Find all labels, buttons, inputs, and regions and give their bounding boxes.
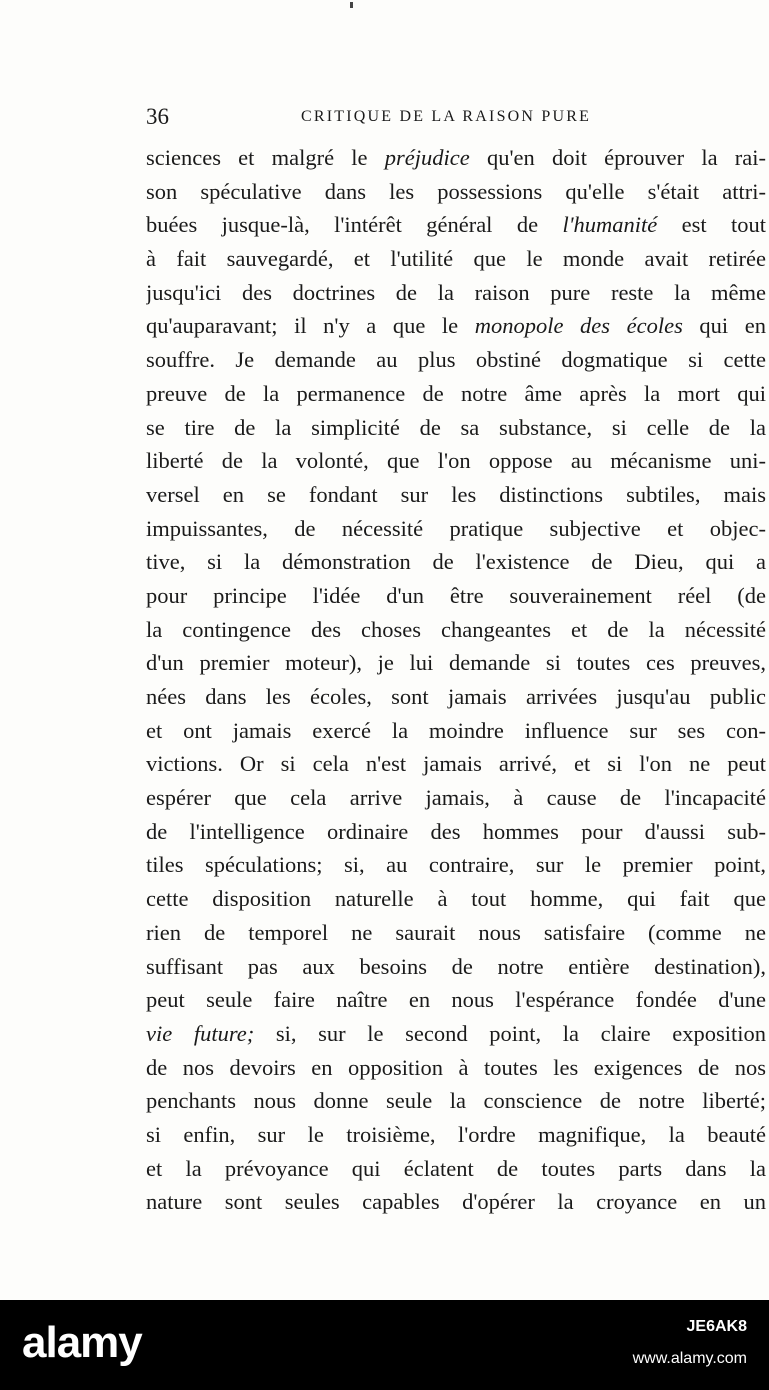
text-line [146, 545, 766, 579]
text-line [146, 175, 766, 209]
text-segment: est tout [657, 212, 766, 238]
text-line [146, 613, 766, 647]
text-line [146, 1185, 766, 1219]
text-segment: victions. Or si cela n'est jamais arrivé, et si l'on ne peut [146, 751, 766, 777]
text-line [146, 815, 766, 849]
text-line [146, 276, 766, 310]
italic-segment: l'humanité [562, 212, 658, 238]
text-segment: qu'en doit éprouver la rai- [469, 145, 766, 170]
text-segment: si enfin, sur le troisième, l'ordre magnifique, la beauté [146, 1121, 766, 1147]
page-header [146, 104, 766, 134]
text-segment: son spéculative dans les possessions qu'elle s'était attri- [146, 178, 766, 204]
text-segment: nées dans les écoles, sont jamais arrivées jusqu'au public [146, 684, 766, 709]
body-text [146, 141, 766, 1219]
site-url: www.alamy.com [632, 1350, 747, 1367]
text-line [146, 1051, 766, 1085]
text-line [146, 141, 766, 175]
text-segment: qu'auparavant; il n'y a que le [146, 313, 475, 339]
text-segment: peut seule faire naître en nous l'espérance fondée d'une [146, 987, 766, 1013]
text-segment: preuve de la permanence de notre âme après la mort qui [146, 380, 766, 406]
text-line [146, 680, 766, 714]
running-title: CRITIQUE DE LA RAISON PURE [301, 108, 592, 125]
text-line [146, 714, 766, 748]
text-line [146, 916, 766, 950]
text-line [146, 411, 766, 445]
text-line [146, 478, 766, 512]
text-line [146, 882, 766, 916]
text-segment: penchants nous donne seule la conscience de notre liberté; [146, 1088, 766, 1114]
text-segment: tiles spéculations; si, au contraire, sur le premier point, [146, 852, 766, 878]
text-line [146, 343, 766, 377]
text-segment: impuissantes, de nécessité pratique subjective et objec- [146, 515, 766, 541]
text-segment: pour principe l'idée d'un être souverainement réel (de [146, 582, 766, 608]
text-segment: la contingence des choses changeantes et de la nécessité [146, 616, 766, 642]
page-number: 36 [146, 104, 169, 129]
text-segment: et ont jamais exercé la moindre influence sur ses con- [146, 717, 766, 743]
text-segment: jusqu'ici des doctrines de la raison pure reste la même [146, 279, 766, 305]
text-segment: de nos devoirs en opposition à toutes les exigences de nos [146, 1054, 766, 1080]
text-line [146, 747, 766, 781]
image-id: JE6AK8 [686, 1318, 747, 1335]
text-segment: si, sur le second point, la claire exposition [254, 1020, 766, 1046]
text-line [146, 377, 766, 411]
italic-segment: préjudice [384, 145, 470, 170]
text-segment: de l'intelligence ordinaire des hommes pour d'aussi sub- [146, 818, 766, 844]
text-line [146, 579, 766, 613]
text-line [146, 1017, 766, 1051]
text-line [146, 848, 766, 882]
text-segment: à fait sauvegardé, et l'utilité que le monde avait retirée [146, 246, 766, 272]
text-segment: cette disposition naturelle à tout homme, qui fait que [146, 886, 766, 912]
text-segment: buées jusque-là, l'intérêt général de [146, 212, 563, 238]
text-segment: liberté de la volonté, que l'on oppose au mécanisme uni- [146, 448, 766, 474]
ink-speck [350, 2, 353, 8]
text-line [146, 242, 766, 276]
text-line [146, 444, 766, 478]
stock-watermark-bar [0, 1300, 769, 1390]
italic-segment: monopole des écoles [474, 313, 683, 339]
italic-segment: vie future; [146, 1020, 255, 1046]
text-segment: tive, si la démonstration de l'existence de Dieu, qui a [146, 549, 766, 575]
text-line [146, 781, 766, 815]
text-line [146, 950, 766, 984]
text-segment: nature sont seules capables d'opérer la croyance en un [146, 1189, 766, 1215]
text-segment: d'un premier moteur), je lui demande si toutes ces preuves, [146, 650, 766, 676]
text-line [146, 309, 766, 343]
text-segment: sciences et malgré le [146, 145, 385, 170]
text-line [146, 1152, 766, 1186]
text-line [146, 1118, 766, 1152]
text-segment: versel en se fondant sur les distinctions subtiles, mais [146, 481, 766, 507]
text-segment: suffisant pas aux besoins de notre entière destination), [146, 953, 766, 979]
text-segment: souffre. Je demande au plus obstiné dogmatique si cette [146, 347, 766, 373]
text-segment: rien de temporel ne saurait nous satisfaire (comme ne [146, 919, 766, 945]
text-segment: espérer que cela arrive jamais, à cause de l'incapacité [146, 785, 766, 811]
text-line [146, 512, 766, 546]
text-line [146, 1084, 766, 1118]
text-segment: qui en [682, 313, 766, 339]
text-line [146, 983, 766, 1017]
alamy-logo: alamy [22, 1318, 142, 1367]
text-line [146, 646, 766, 680]
text-line [146, 208, 766, 242]
text-segment: se tire de la simplicité de sa substance, si celle de la [146, 414, 766, 440]
text-segment: et la prévoyance qui éclatent de toutes parts dans la [146, 1155, 766, 1181]
